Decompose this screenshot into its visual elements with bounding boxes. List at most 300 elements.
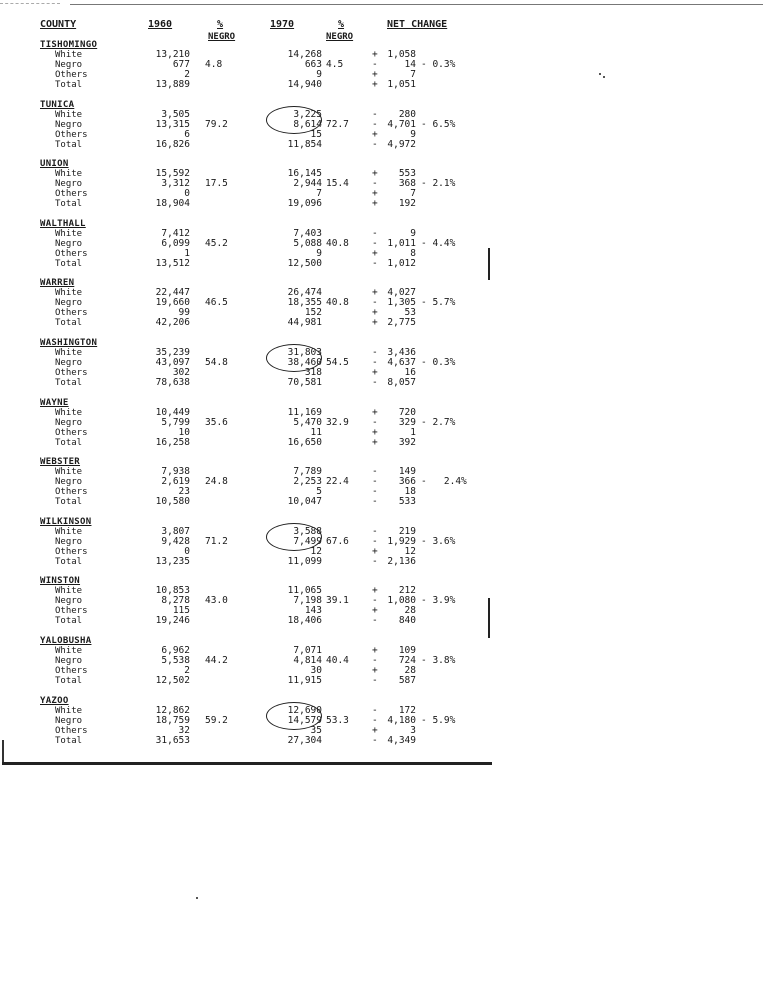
row-label: White [55, 527, 83, 537]
change-sign: - [372, 476, 378, 487]
header-1960: 1960 [148, 19, 173, 30]
row-label: White [55, 110, 83, 120]
table-row [0, 537, 500, 547]
row-label: Negro [55, 537, 83, 547]
table-row [0, 616, 500, 626]
change-sign: + [372, 248, 378, 259]
net-change-value: 329 [398, 417, 416, 428]
margin-bracket-mark [484, 598, 490, 638]
table-row [0, 418, 500, 428]
value-1960: 99 [178, 307, 190, 318]
change-sign: - [372, 357, 378, 368]
margin-bracket-mark [484, 248, 490, 280]
stray-mark [599, 73, 601, 75]
net-change-value: 4,180 [387, 715, 416, 726]
change-sign: + [372, 198, 378, 209]
table-row [0, 656, 500, 666]
value-1970: 5,088 [293, 238, 322, 249]
change-sign: + [372, 69, 378, 80]
net-change-value: 553 [398, 168, 416, 179]
net-change-value: 212 [398, 585, 416, 596]
net-change-value: 1,305 [387, 297, 416, 308]
table-row [0, 199, 500, 209]
table-row [0, 736, 500, 746]
value-1970: 38,460 [287, 357, 322, 368]
row-label: Total [55, 378, 83, 388]
pct-negro-1970: 40.8 [326, 238, 349, 249]
change-sign: - [372, 297, 378, 308]
table-row [0, 726, 500, 736]
net-change-value: 2,775 [387, 317, 416, 328]
value-1960: 12,502 [155, 675, 190, 686]
value-1960: 78,638 [155, 377, 190, 388]
net-change-percent: - 4.4% [421, 238, 456, 249]
value-1960: 302 [172, 367, 190, 378]
value-1970: 18,406 [287, 615, 322, 626]
value-1970: 19,096 [287, 198, 322, 209]
value-1960: 6,962 [161, 645, 190, 656]
value-1960: 31,653 [155, 735, 190, 746]
pct-negro-1960: 4.8 [205, 59, 223, 70]
county-block [0, 100, 500, 160]
pct-negro-1970: 39.1 [326, 595, 349, 606]
value-1970: 27,304 [287, 735, 322, 746]
value-1970: 4,814 [293, 655, 322, 666]
value-1960: 3,505 [161, 109, 190, 120]
row-label: Total [55, 497, 83, 507]
net-change-value: 280 [398, 109, 416, 120]
county-block [0, 219, 500, 279]
county-name: WARREN [40, 278, 75, 288]
value-1960: 19,660 [155, 297, 190, 308]
net-change-value: 1 [410, 427, 416, 438]
value-1960: 7,412 [161, 228, 190, 239]
net-change-value: 368 [398, 178, 416, 189]
value-1960: 677 [172, 59, 190, 70]
row-label: Total [55, 318, 83, 328]
handwritten-circle-annotation [266, 702, 322, 730]
county-name: WEBSTER [40, 457, 81, 467]
value-1960: 0 [184, 188, 190, 199]
change-sign: - [372, 109, 378, 120]
net-change-value: 28 [404, 605, 416, 616]
pct-negro-1970: 67.6 [326, 536, 349, 547]
county-name: WASHINGTON [40, 338, 98, 348]
change-sign: + [372, 188, 378, 199]
change-sign: - [372, 526, 378, 537]
net-change-value: 192 [398, 198, 416, 209]
value-1970: 3,588 [293, 526, 322, 537]
value-1970: 143 [304, 605, 322, 616]
top-rule [70, 4, 763, 5]
value-1960: 10,449 [155, 407, 190, 418]
change-sign: - [372, 595, 378, 606]
change-sign: + [372, 585, 378, 596]
value-1970: 8,614 [293, 119, 322, 130]
net-change-value: 1,051 [387, 79, 416, 90]
value-1960: 7,938 [161, 466, 190, 477]
value-1960: 6 [184, 129, 190, 140]
header-county: COUNTY [40, 19, 77, 30]
row-label: Others [55, 130, 88, 140]
value-1960: 16,258 [155, 437, 190, 448]
net-change-percent: - 3.8% [421, 655, 456, 666]
row-label: White [55, 288, 83, 298]
net-change-value: 9 [410, 129, 416, 140]
table-row [0, 189, 500, 199]
row-label: Total [55, 616, 83, 626]
net-change-value: 4,349 [387, 735, 416, 746]
row-label: Others [55, 70, 88, 80]
county-block [0, 576, 500, 636]
change-sign: + [372, 367, 378, 378]
table-row [0, 70, 500, 80]
row-label: Negro [55, 298, 83, 308]
pct-negro-1960: 45.2 [205, 238, 228, 249]
row-label: Negro [55, 716, 83, 726]
row-label: Total [55, 557, 83, 567]
row-label: White [55, 348, 83, 358]
net-change-value: 4,637 [387, 357, 416, 368]
table-row [0, 140, 500, 150]
value-1970: 11,169 [287, 407, 322, 418]
change-sign: + [372, 287, 378, 298]
net-change-value: 9 [410, 228, 416, 239]
row-label: Others [55, 726, 88, 736]
net-change-value: 28 [404, 665, 416, 676]
row-label: Total [55, 259, 83, 269]
change-sign: - [372, 715, 378, 726]
value-1960: 13,512 [155, 258, 190, 269]
value-1970: 12,500 [287, 258, 322, 269]
value-1970: 30 [310, 665, 322, 676]
value-1970: 9 [316, 69, 322, 80]
value-1960: 10,853 [155, 585, 190, 596]
net-change-percent: - 3.9% [421, 595, 456, 606]
value-1970: 5,470 [293, 417, 322, 428]
change-sign: - [372, 655, 378, 666]
value-1960: 15,592 [155, 168, 190, 179]
change-sign: + [372, 725, 378, 736]
value-1970: 26,474 [287, 287, 322, 298]
row-label: Negro [55, 239, 83, 249]
change-sign: - [372, 258, 378, 269]
net-change-value: 1,929 [387, 536, 416, 547]
change-sign: - [372, 466, 378, 477]
pct-negro-1970: 22.4 [326, 476, 349, 487]
row-label: White [55, 408, 83, 418]
value-1960: 43,097 [155, 357, 190, 368]
row-label: Negro [55, 418, 83, 428]
value-1970: 11,915 [287, 675, 322, 686]
change-sign: - [372, 496, 378, 507]
net-change-value: 1,012 [387, 258, 416, 269]
table-row [0, 487, 500, 497]
net-change-value: 366 [398, 476, 416, 487]
table-row [0, 428, 500, 438]
county-block [0, 636, 500, 696]
net-change-value: 587 [398, 675, 416, 686]
county-name: YALOBUSHA [40, 636, 92, 646]
net-change-value: 14 [404, 59, 416, 70]
row-label: Others [55, 606, 88, 616]
row-label: Total [55, 736, 83, 746]
pct-negro-1970: 54.5 [326, 357, 349, 368]
stray-mark [196, 897, 198, 899]
row-label: Total [55, 676, 83, 686]
row-label: Others [55, 308, 88, 318]
net-change-value: 392 [398, 437, 416, 448]
county-block [0, 457, 500, 517]
net-change-percent: - 5.7% [421, 297, 456, 308]
change-sign: + [372, 307, 378, 318]
change-sign: + [372, 427, 378, 438]
row-label: Others [55, 368, 88, 378]
change-sign: + [372, 605, 378, 616]
change-sign: + [372, 645, 378, 656]
pct-negro-1970: 40.8 [326, 297, 349, 308]
value-1960: 2 [184, 69, 190, 80]
pct-negro-1970: 15.4 [326, 178, 349, 189]
change-sign: + [372, 665, 378, 676]
header-1970: 1970 [270, 19, 295, 30]
net-change-value: 4,972 [387, 139, 416, 150]
row-label: Others [55, 547, 88, 557]
net-change-value: 724 [398, 655, 416, 666]
value-1970: 10,047 [287, 496, 322, 507]
county-block [0, 338, 500, 398]
county-block [0, 159, 500, 219]
value-1970: 11 [310, 427, 322, 438]
value-1960: 3,312 [161, 178, 190, 189]
value-1960: 42,206 [155, 317, 190, 328]
change-sign: - [372, 119, 378, 130]
change-sign: + [372, 546, 378, 557]
value-1960: 13,315 [155, 119, 190, 130]
value-1960: 18,904 [155, 198, 190, 209]
net-change-value: 840 [398, 615, 416, 626]
value-1970: 16,145 [287, 168, 322, 179]
net-change-value: 53 [404, 307, 416, 318]
change-sign: + [372, 129, 378, 140]
net-change-value: 533 [398, 496, 416, 507]
value-1970: 11,099 [287, 556, 322, 567]
pct-negro-1970: 40.4 [326, 655, 349, 666]
change-sign: - [372, 417, 378, 428]
pct-negro-1960: 35.6 [205, 417, 228, 428]
net-change-value: 1,011 [387, 238, 416, 249]
row-label: Others [55, 666, 88, 676]
pct-negro-1960: 59.2 [205, 715, 228, 726]
table-row [0, 716, 500, 726]
change-sign: + [372, 317, 378, 328]
table-row [0, 606, 500, 616]
net-change-value: 720 [398, 407, 416, 418]
change-sign: - [372, 615, 378, 626]
value-1970: 152 [304, 307, 322, 318]
table-row [0, 120, 500, 130]
change-sign: - [372, 238, 378, 249]
net-change-value: 8,057 [387, 377, 416, 388]
county-block [0, 517, 500, 577]
row-label: Negro [55, 60, 83, 70]
change-sign: + [372, 79, 378, 90]
row-label: Total [55, 80, 83, 90]
change-sign: + [372, 168, 378, 179]
value-1960: 22,447 [155, 287, 190, 298]
value-1960: 5,538 [161, 655, 190, 666]
row-label: White [55, 169, 83, 179]
value-1960: 23 [178, 486, 190, 497]
net-change-value: 109 [398, 645, 416, 656]
value-1960: 2 [184, 665, 190, 676]
row-label: Negro [55, 179, 83, 189]
table-row [0, 259, 500, 269]
header-pct1960-symbol: % [217, 19, 224, 30]
table-row [0, 318, 500, 328]
net-change-value: 7 [410, 69, 416, 80]
table-row [0, 477, 500, 487]
pct-negro-1970: 32.9 [326, 417, 349, 428]
change-sign: - [372, 139, 378, 150]
change-sign: - [372, 675, 378, 686]
value-1960: 12,862 [155, 705, 190, 716]
value-1970: 7,403 [293, 228, 322, 239]
county-block [0, 40, 500, 100]
net-change-value: 149 [398, 466, 416, 477]
handwritten-circle-annotation [266, 106, 322, 134]
change-sign: - [372, 486, 378, 497]
table-row [0, 80, 500, 90]
value-1960: 18,759 [155, 715, 190, 726]
table-row [0, 249, 500, 259]
value-1970: 31,803 [287, 347, 322, 358]
row-label: White [55, 229, 83, 239]
value-1960: 16,826 [155, 139, 190, 150]
table-row [0, 596, 500, 606]
value-1970: 12,690 [287, 705, 322, 716]
value-1970: 9 [316, 248, 322, 259]
table-row [0, 368, 500, 378]
net-change-percent: - 2.7% [421, 417, 456, 428]
net-change-value: 7 [410, 188, 416, 199]
table-row [0, 557, 500, 567]
change-sign: - [372, 228, 378, 239]
county-name: WILKINSON [40, 517, 92, 527]
value-1960: 19,246 [155, 615, 190, 626]
net-change-percent: - 0.3% [421, 59, 456, 70]
change-sign: - [372, 536, 378, 547]
row-label: Total [55, 199, 83, 209]
bottom-rule [2, 762, 492, 765]
row-label: Others [55, 249, 88, 259]
net-change-percent: - 2.4% [421, 476, 467, 487]
handwritten-circle-annotation [266, 344, 322, 372]
value-1960: 32 [178, 725, 190, 736]
value-1960: 8,278 [161, 595, 190, 606]
county-name: TUNICA [40, 100, 75, 110]
row-label: Negro [55, 596, 83, 606]
row-label: Others [55, 189, 88, 199]
table-row [0, 239, 500, 249]
county-block [0, 398, 500, 458]
value-1970: 12 [310, 546, 322, 557]
value-1970: 44,981 [287, 317, 322, 328]
pct-negro-1960: 43.0 [205, 595, 228, 606]
pct-negro-1960: 24.8 [205, 476, 228, 487]
net-change-value: 12 [404, 546, 416, 557]
net-change-value: 219 [398, 526, 416, 537]
change-sign: - [372, 705, 378, 716]
net-change-value: 16 [404, 367, 416, 378]
row-label: Total [55, 438, 83, 448]
county-name: TISHOMINGO [40, 40, 98, 50]
value-1960: 13,889 [155, 79, 190, 90]
value-1960: 6,099 [161, 238, 190, 249]
row-label: White [55, 646, 83, 656]
value-1960: 13,210 [155, 49, 190, 60]
county-name: WALTHALL [40, 219, 86, 229]
pct-negro-1970: 4.5 [326, 59, 344, 70]
net-change-percent: - 6.5% [421, 119, 456, 130]
pct-negro-1960: 44.2 [205, 655, 228, 666]
value-1960: 115 [172, 605, 190, 616]
change-sign: - [372, 59, 378, 70]
value-1970: 7,499 [293, 536, 322, 547]
value-1960: 1 [184, 248, 190, 259]
value-1960: 5,799 [161, 417, 190, 428]
value-1970: 663 [304, 59, 322, 70]
value-1970: 7,071 [293, 645, 322, 656]
table-row [0, 676, 500, 686]
pct-negro-1970: 53.3 [326, 715, 349, 726]
value-1970: 11,065 [287, 585, 322, 596]
pct-negro-1960: 54.8 [205, 357, 228, 368]
value-1960: 10 [178, 427, 190, 438]
net-change-value: 1,080 [387, 595, 416, 606]
county-block [0, 696, 500, 756]
header-pct1970-symbol: % [338, 19, 345, 30]
pct-negro-1960: 17.5 [205, 178, 228, 189]
net-change-value: 3,436 [387, 347, 416, 358]
value-1970: 15 [310, 129, 322, 140]
net-change-value: 18 [404, 486, 416, 497]
row-label: Negro [55, 477, 83, 487]
header-pct1970-negro: NEGRO [326, 32, 354, 42]
net-change-value: 4,701 [387, 119, 416, 130]
row-label: White [55, 50, 83, 60]
value-1970: 7,789 [293, 466, 322, 477]
header-pct1960-negro: NEGRO [208, 32, 236, 42]
value-1970: 14,940 [287, 79, 322, 90]
value-1970: 16,650 [287, 437, 322, 448]
table-row [0, 438, 500, 448]
value-1960: 0 [184, 546, 190, 557]
value-1960: 10,580 [155, 496, 190, 507]
value-1970: 18,355 [287, 297, 322, 308]
value-1970: 35 [310, 725, 322, 736]
table-row [0, 358, 500, 368]
value-1970: 2,253 [293, 476, 322, 487]
value-1970: 318 [304, 367, 322, 378]
net-change-value: 1,058 [387, 49, 416, 60]
value-1970: 14,268 [287, 49, 322, 60]
net-change-value: 172 [398, 705, 416, 716]
table-row [0, 308, 500, 318]
value-1970: 2,944 [293, 178, 322, 189]
value-1960: 13,235 [155, 556, 190, 567]
change-sign: + [372, 437, 378, 448]
